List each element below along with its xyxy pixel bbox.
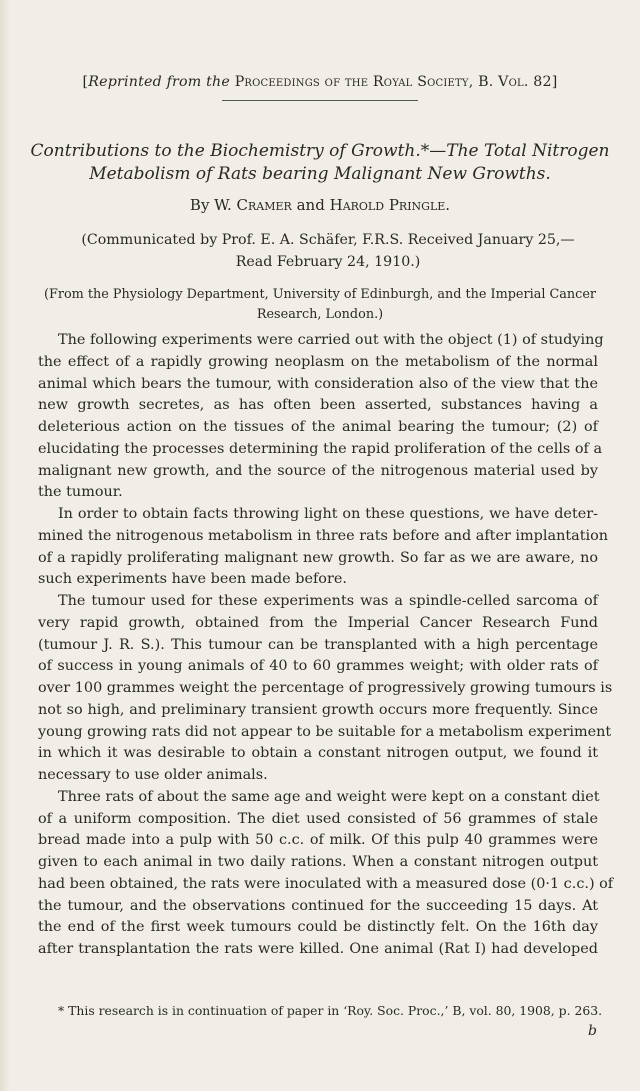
title-line-1: Contributions to the Biochemistry of Growth.*—The Total Nitrogen <box>30 141 610 161</box>
paper-title <box>30 140 610 186</box>
body-line: had been obtained, the rats were inoculated with a measured dose (0·1 c.c.) of <box>38 875 614 892</box>
authors-and: and <box>296 196 325 214</box>
signature-mark: b <box>588 1023 597 1039</box>
title-line-2: Metabolism of Rats bearing Malignant New Growths. <box>89 164 551 184</box>
header-rule <box>222 100 418 101</box>
body-line: in which it was desirable to obtain a constant nitrogen output, we found it <box>38 745 598 762</box>
body-line: In order to obtain facts throwing light on these questions, we have deter- <box>58 506 598 522</box>
body-line: very rapid growth, obtained from the Imperial Cancer Research Fund <box>38 614 598 631</box>
body-text <box>38 330 614 961</box>
body-line: The tumour used for these experiments was a spindle-celled sarcoma of <box>58 593 598 609</box>
body-line: of a rapidly proliferating malignant new growth. So far as we are aware, no <box>38 549 598 566</box>
reprint-journal: Proceedings of the Royal Society, B. Vol. 82] <box>234 74 558 90</box>
communication-note <box>48 229 608 273</box>
body-line: necessary to use older animals. <box>38 767 268 783</box>
body-line: malignant new growth, and the source of the nitrogenous material used by <box>38 462 598 479</box>
author-pringle: Harold Pringle. <box>329 196 451 214</box>
body-line: (tumour J. R. S.). This tumour can be transplanted with a high percentage <box>38 636 598 653</box>
body-line: the tumour. <box>38 484 123 501</box>
affiliation-line-2: Research, London.) <box>256 307 384 322</box>
body-line: bread made into a pulp with 50 c.c. of milk. Of this pulp 40 grammes were <box>38 832 598 849</box>
body-line: the effect of a rapidly growing neoplasm on the metabolism of the normal <box>38 353 598 370</box>
authors-by: By W. <box>189 196 232 214</box>
body-line: the tumour, and the observations continued for the succeeding 15 days. At <box>38 897 598 914</box>
body-line: deleterious action on the tissues of the animal bearing the tumour; (2) of <box>38 419 598 435</box>
body-line: after transplantation the rats were killed. One animal (Rat I) had developed <box>38 941 598 957</box>
body-line: of success in young animals of 40 to 60 grammes weight; with older rats of <box>38 658 598 675</box>
body-line: young growing rats did not appear to be suitable for a metabolism experiment <box>38 723 612 740</box>
body-line: The following experiments were carried out with the object (1) of studying <box>58 332 604 348</box>
affiliation-note <box>40 285 600 325</box>
body-line: mined the nitrogenous metabolism in three rats before and after implantation <box>38 527 609 544</box>
author-cramer: Cramer <box>236 196 292 214</box>
affiliation-line-1: (From the Physiology Department, University of Edinburgh, and the Imperial Cancer <box>43 287 597 302</box>
page-edge-shadow <box>0 0 10 1091</box>
footnote: * This research is in continuation of paper in ‘Roy. Soc. Proc.,’ B, vol. 80, 1908, p. 263. <box>58 1003 603 1018</box>
communication-line-1: (Communicated by Prof. E. A. Schäfer, F.R.S. Received January 25,— <box>81 232 575 248</box>
reprint-header <box>0 74 640 90</box>
communication-line-2: Read February 24, 1910.) <box>235 254 421 270</box>
authors-line <box>0 196 640 214</box>
body-line: such experiments have been made before. <box>38 571 347 588</box>
body-line: the end of the first week tumours could be distinctly felt. On the 16th day <box>38 919 598 936</box>
body-line: not so high, and preliminary transient growth occurs more frequently. Since <box>38 701 598 718</box>
body-line: new growth secretes, as has often been asserted, substances having a <box>38 397 598 414</box>
body-line: over 100 grammes weight the percentage of progressively growing tumours is <box>38 680 613 696</box>
body-line: given to each animal in two daily rations. When a constant nitrogen output <box>38 854 598 870</box>
body-line: animal which bears the tumour, with consideration also of the view that the <box>38 375 598 392</box>
body-line: of a uniform composition. The diet used consisted of 56 grammes of stale <box>38 810 598 827</box>
reprint-bracket: [ <box>82 74 89 90</box>
reprint-italic: Reprinted from the <box>88 74 230 90</box>
body-line: elucidating the processes determining the rapid proliferation of the cells of a <box>38 440 603 457</box>
body-line: Three rats of about the same age and weight were kept on a constant diet <box>58 788 600 805</box>
